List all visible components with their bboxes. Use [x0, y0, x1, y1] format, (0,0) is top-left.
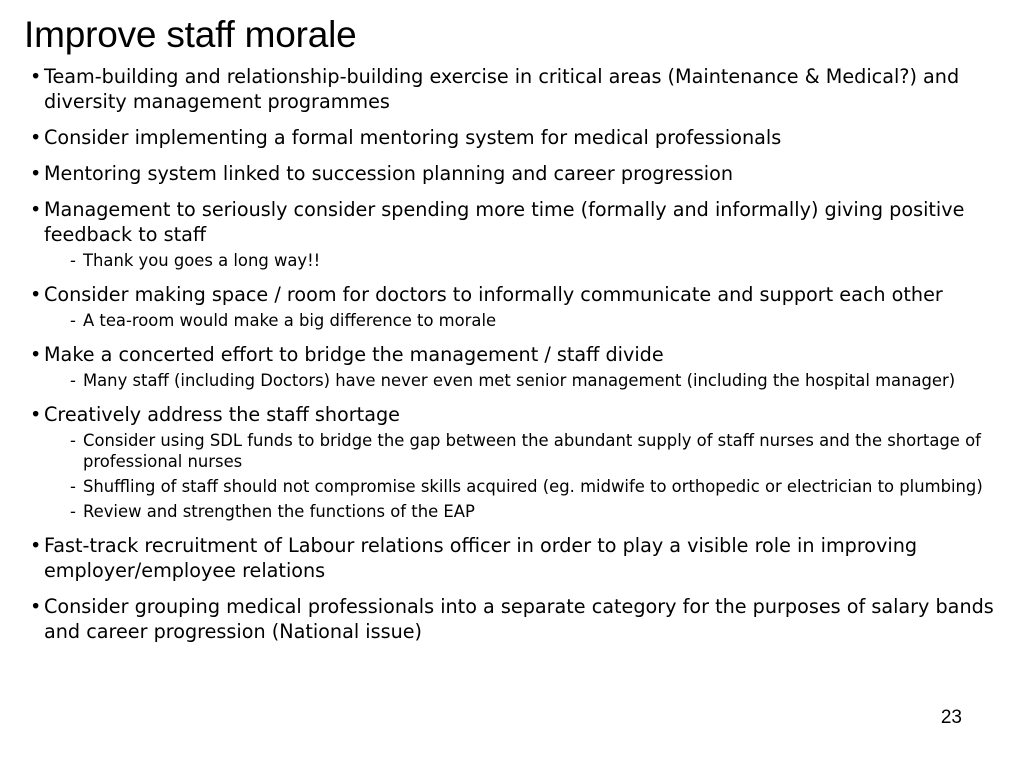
bullet-item — [30, 402, 1002, 522]
bullet-text: Management to seriously consider spending more time (formally and informally) giving positive feedback to staff — [44, 198, 965, 246]
sub-bullet-item: - Shuffling of staff should not compromise skills acquired (eg. midwife to orthopedic or electrician to plumbing) — [70, 476, 1002, 497]
bullet-item — [30, 125, 1002, 150]
bullet-text: Mentoring system linked to succession planning and career progression — [44, 162, 733, 185]
sub-bullet-list — [44, 430, 1002, 522]
bullet-text: Consider making space / room for doctors to informally communicate and support each other — [44, 283, 943, 306]
bullet-text: Consider implementing a formal mentoring system for medical professionals — [44, 126, 782, 149]
sub-bullet-item: - Many staff (including Doctors) have never even met senior management (including the hospital manager) — [70, 370, 1002, 391]
sub-bullet-item: - Consider using SDL funds to bridge the gap between the abundant supply of staff nurses and the shortage of professional nurses — [70, 430, 1002, 472]
page-number: 23 — [940, 707, 962, 728]
bullet-text: Creatively address the staff shortage — [44, 403, 400, 426]
slide-title: Improve staff morale — [24, 14, 357, 55]
sub-bullet-item: - Review and strengthen the functions of the EAP — [70, 501, 1002, 522]
sub-bullet-item: - Thank you goes a long way!! — [70, 250, 1002, 271]
bullet-item — [30, 64, 1002, 114]
bullet-list — [30, 64, 1002, 655]
bullet-text: Fast-track recruitment of Labour relations officer in order to play a visible role in improving employer/employee relations — [44, 534, 918, 582]
bullet-item — [30, 197, 1002, 271]
sub-bullet-list — [44, 250, 1002, 271]
bullet-text: Make a concerted effort to bridge the management / staff divide — [44, 343, 664, 366]
bullet-item — [30, 533, 1002, 583]
bullet-item — [30, 342, 1002, 391]
sub-bullet-list — [44, 310, 1002, 331]
bullet-item — [30, 282, 1002, 331]
sub-bullet-list — [44, 370, 1002, 391]
sub-bullet-item: - A tea-room would make a big difference to morale — [70, 310, 1002, 331]
bullet-item — [30, 594, 1002, 644]
bullet-item — [30, 161, 1002, 186]
bullet-text: Team-building and relationship-building exercise in critical areas (Maintenance & Medical?) and diversity management programmes — [44, 65, 960, 113]
bullet-text: Consider grouping medical professionals into a separate category for the purposes of salary bands and career progression (National issue) — [44, 595, 994, 643]
